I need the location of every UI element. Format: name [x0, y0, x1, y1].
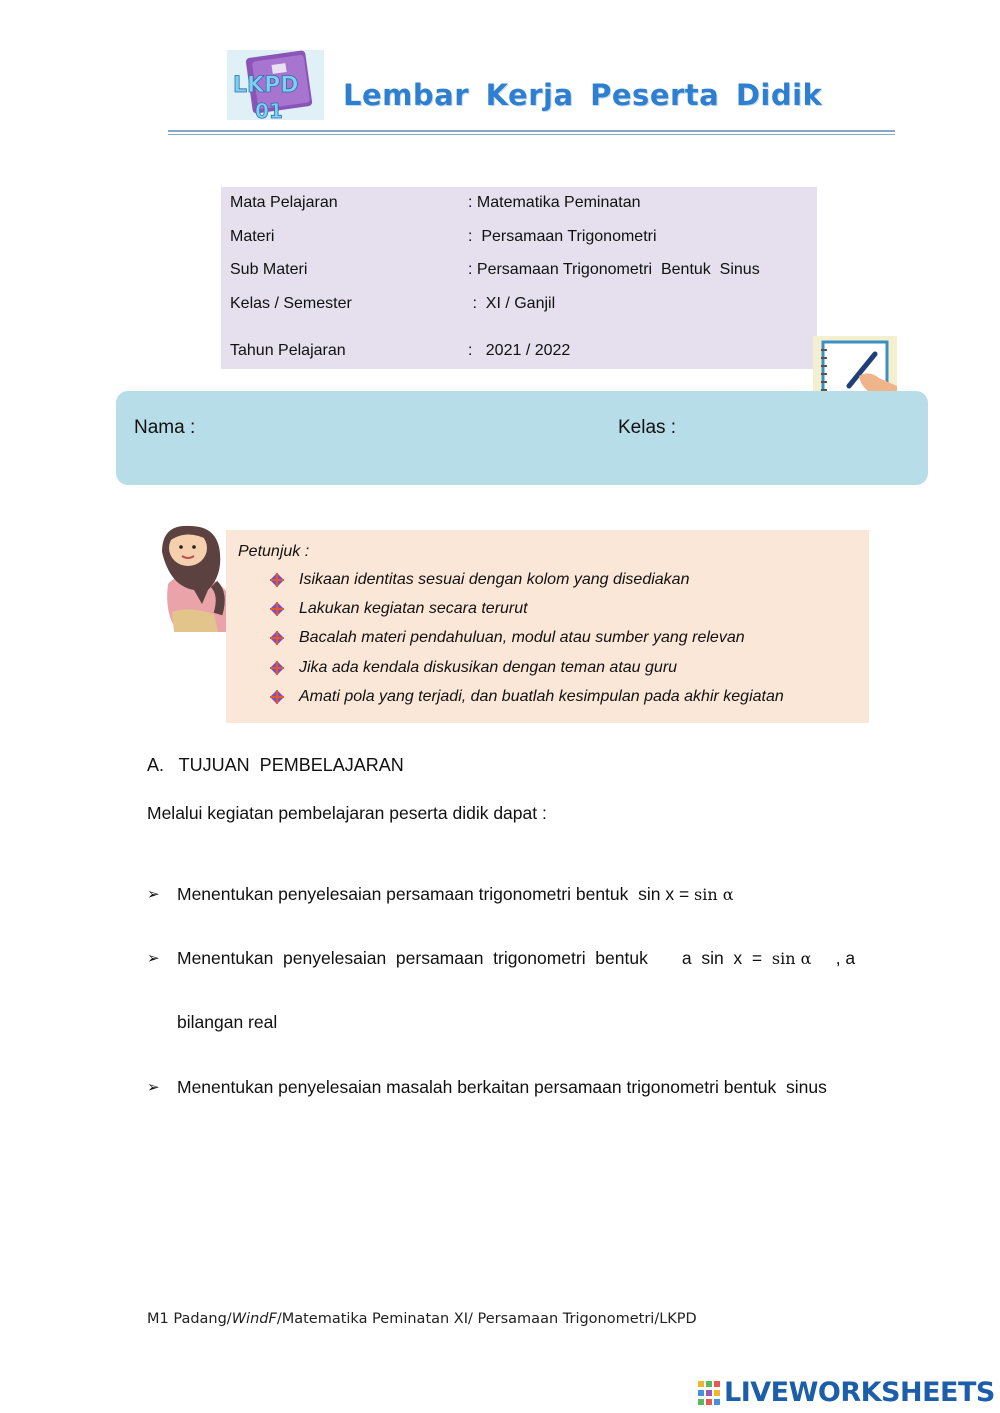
arrow-bullet-icon: ➢: [147, 1079, 160, 1096]
info-label-sub-materi: Sub Materi: [230, 261, 308, 278]
student-avatar-illustration: [158, 524, 232, 632]
footer-prefix: M1 Padang/: [147, 1311, 232, 1327]
info-label-tahun-pelajaran: Tahun Pelajaran: [230, 342, 346, 359]
liveworksheets-logo-icon: [698, 1381, 720, 1405]
instructions-box: [226, 530, 869, 723]
svg-text:01: 01: [255, 99, 283, 120]
diamond-bullet-icon: [270, 690, 284, 704]
footer-suffix: /Matematika Peminatan XI/ Persamaan Trigonometri/LKPD: [276, 1311, 697, 1327]
instructions-title: Petunjuk :: [238, 543, 310, 560]
diamond-bullet-icon: [270, 631, 284, 645]
footer-author: WindF: [231, 1311, 277, 1327]
info-value-tahun-pelajaran: : 2021 / 2022: [468, 342, 571, 359]
objective-1-math: sin α: [694, 885, 734, 904]
info-value-sub-materi: : Persamaan Trigonometri Bentuk Sinus: [468, 261, 760, 278]
objective-2-math: sin α: [771, 949, 812, 968]
header-divider: [168, 130, 895, 132]
student-identity-box: [116, 391, 928, 485]
objective-2-continuation: bilangan real: [177, 1012, 278, 1032]
info-label-materi: Materi: [230, 228, 275, 245]
arrow-bullet-icon: ➢: [147, 950, 160, 967]
instruction-item: Lakukan kegiatan secara terurut: [299, 600, 528, 617]
instruction-item: Jika ada kendala diskusikan dengan teman atau guru: [299, 659, 678, 676]
liveworksheets-text: LIVEWORKSHEETS: [724, 1377, 995, 1408]
info-label-kelas-semester: Kelas / Semester: [230, 295, 352, 312]
section-intro: Melalui kegiatan pembelajaran peserta didik dapat :: [147, 803, 547, 823]
objective-2: [177, 948, 855, 969]
lkpd-logo: [227, 50, 324, 120]
header-divider-thin: [168, 134, 895, 135]
diamond-bullet-icon: [270, 602, 284, 616]
arrow-bullet-icon: ➢: [147, 886, 160, 903]
info-value-kelas-semester: : XI / Ganjil: [468, 295, 556, 312]
instruction-item: Isikaan identitas sesuai dengan kolom yang disediakan: [299, 571, 690, 588]
section-heading: A. TUJUAN PEMBELAJARAN: [147, 755, 404, 775]
info-label-mata-pelajaran: Mata Pelajaran: [230, 194, 338, 211]
page-title: Lembar Kerja Peserta Didik: [343, 78, 823, 112]
objective-2-tail: , a: [811, 948, 856, 968]
objective-1-text: Menentukan penyelesaian persamaan trigonometri bentuk sin x =: [177, 884, 695, 904]
kelas-label: Kelas :: [618, 417, 677, 438]
svg-text:LKPD: LKPD: [233, 73, 299, 98]
instruction-item: Bacalah materi pendahuluan, modul atau sumber yang relevan: [299, 629, 745, 646]
instruction-item: Amati pola yang terjadi, dan buatlah kesimpulan pada akhir kegiatan: [299, 688, 784, 705]
objective-1: [177, 884, 734, 905]
objective-2-text: Menentukan penyelesaian persamaan trigonometri bentuk a sin x =: [177, 948, 772, 968]
diamond-bullet-icon: [270, 661, 284, 675]
objective-3: Menentukan penyelesaian masalah berkaitan persamaan trigonometri bentuk sinus: [177, 1077, 827, 1097]
info-value-mata-pelajaran: : Matematika Peminatan: [468, 194, 641, 211]
nama-label: Nama :: [134, 417, 196, 438]
page-footer: [147, 1311, 697, 1327]
subject-info-box: [221, 187, 817, 369]
info-value-materi: : Persamaan Trigonometri: [468, 228, 657, 245]
diamond-bullet-icon: [270, 573, 284, 587]
